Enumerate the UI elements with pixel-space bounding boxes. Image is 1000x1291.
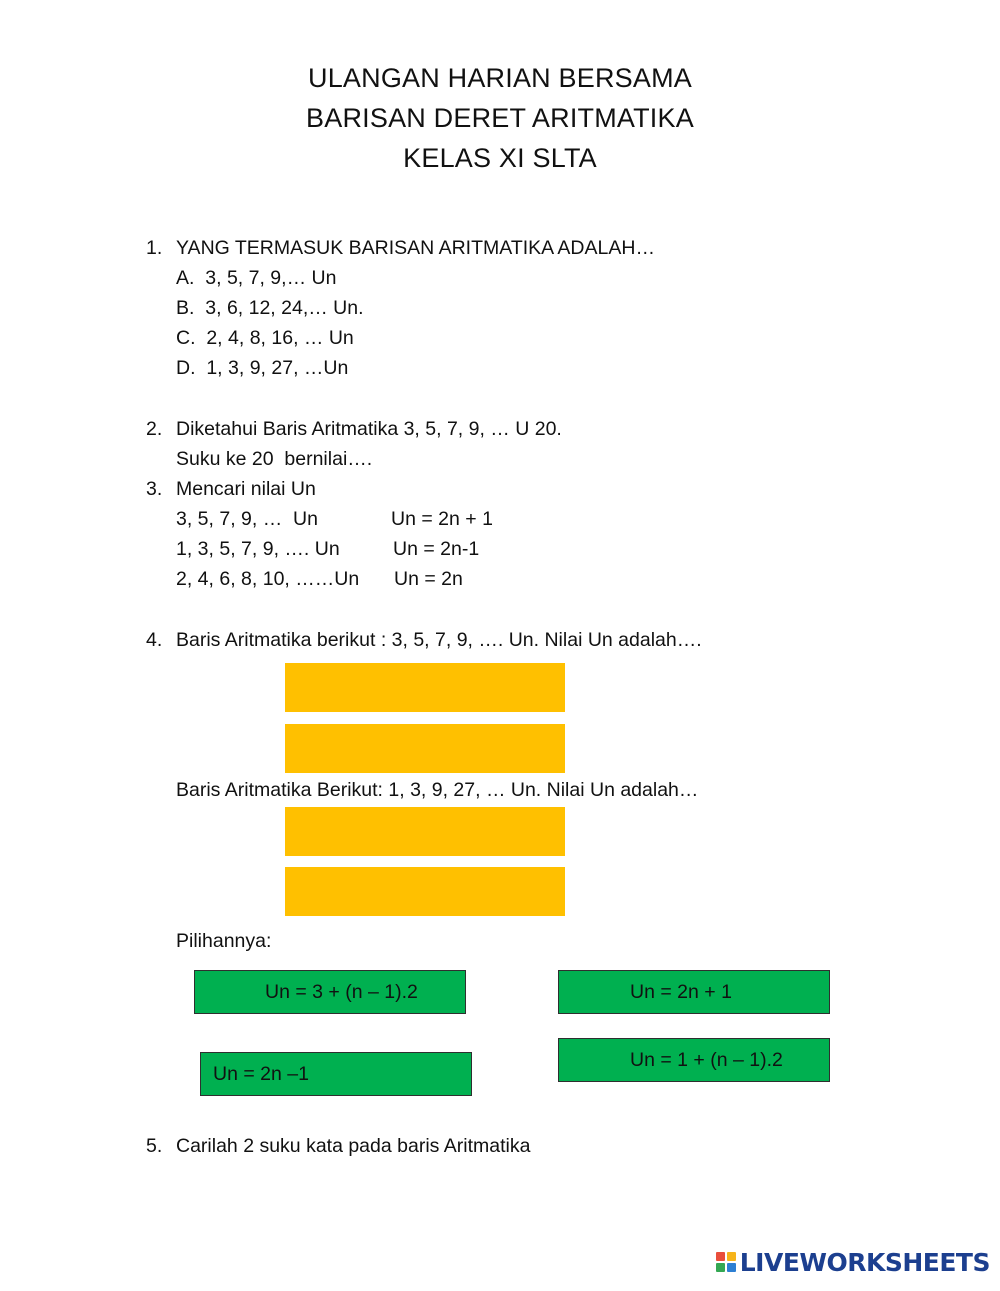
choice-un-2n-minus-1[interactable]: Un = 2n –1 bbox=[200, 1052, 472, 1096]
choice-un-1-plus-n-minus-1-times-2[interactable]: Un = 1 + (n – 1).2 bbox=[558, 1038, 830, 1082]
page-title bbox=[0, 58, 1000, 178]
question-2-line-2: Suku ke 20 bernilai…. bbox=[176, 448, 373, 470]
question-3-number: 3. bbox=[146, 478, 163, 500]
question-4-part-1: Baris Aritmatika berikut : 3, 5, 7, 9, …. Un. Nilai Un adalah…. bbox=[176, 629, 702, 651]
title-line-1: ULANGAN HARIAN BERSAMA bbox=[308, 63, 692, 93]
title-line-3: KELAS XI SLTA bbox=[403, 143, 597, 173]
question-4-part-2: Baris Aritmatika Berikut: 1, 3, 9, 27, … Un. Nilai Un adalah… bbox=[176, 779, 699, 801]
answer-drop-slot[interactable] bbox=[285, 807, 565, 856]
logo-text: LIVEWORKSHEETS bbox=[739, 1247, 990, 1277]
question-3-formula-2: Un = 2n-1 bbox=[393, 538, 480, 560]
answer-drop-slot[interactable] bbox=[285, 724, 565, 773]
answer-drop-slot[interactable] bbox=[285, 663, 565, 712]
logo-mark-icon bbox=[716, 1252, 736, 1272]
question-1-option-a: A. 3, 5, 7, 9,… Un bbox=[176, 267, 337, 289]
choice-un-3-plus-n-minus-1-times-2[interactable]: Un = 3 + (n – 1).2 bbox=[194, 970, 466, 1014]
question-3-sequence-2: 1, 3, 5, 7, 9, …. Un bbox=[176, 538, 340, 560]
question-3-sequence-3: 2, 4, 6, 8, 10, ……Un bbox=[176, 568, 360, 590]
liveworksheets-logo bbox=[716, 1249, 990, 1275]
question-5-number: 5. bbox=[146, 1135, 163, 1157]
question-5-text: Carilah 2 suku kata pada baris Aritmatika bbox=[176, 1135, 531, 1157]
question-1-option-c: C. 2, 4, 8, 16, … Un bbox=[176, 327, 354, 349]
question-3-formula-3: Un = 2n bbox=[394, 568, 463, 590]
answer-drop-slot[interactable] bbox=[285, 867, 565, 916]
title-line-2: BARISAN DERET ARITMATIKA bbox=[306, 103, 694, 133]
question-3-title: Mencari nilai Un bbox=[176, 478, 316, 500]
question-1-option-d: D. 1, 3, 9, 27, …Un bbox=[176, 357, 349, 379]
question-2-line-1: Diketahui Baris Aritmatika 3, 5, 7, 9, … U 20. bbox=[176, 418, 562, 440]
choice-un-2n-plus-1[interactable]: Un = 2n + 1 bbox=[558, 970, 830, 1014]
question-1-number: 1. bbox=[146, 237, 163, 259]
question-3-sequence-1: 3, 5, 7, 9, … Un bbox=[176, 508, 318, 530]
question-4-number: 4. bbox=[146, 629, 163, 651]
question-1-option-b: B. 3, 6, 12, 24,… Un. bbox=[176, 297, 364, 319]
question-1-text: YANG TERMASUK BARISAN ARITMATIKA ADALAH… bbox=[176, 237, 655, 259]
question-3-formula-1: Un = 2n + 1 bbox=[391, 508, 493, 530]
choices-label: Pilihannya: bbox=[176, 930, 272, 952]
question-2-number: 2. bbox=[146, 418, 163, 440]
